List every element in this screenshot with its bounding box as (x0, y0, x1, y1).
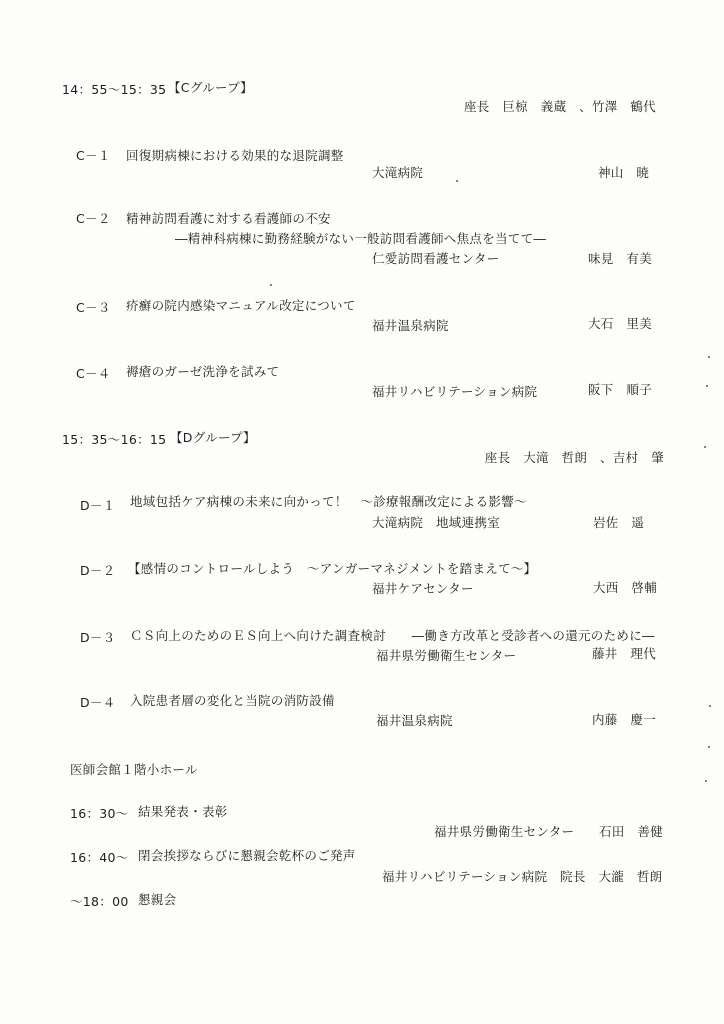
c2-subtitle: ―精神科病棟に勤務経験がない一般訪問看護師へ焦点を当てて― (175, 231, 547, 246)
d2-person: 大西 啓輔 (593, 580, 658, 595)
group-c-title: 【Cグループ】 (168, 80, 253, 95)
group-d-title: 【Dグループ】 (170, 430, 256, 445)
group-c-chair: 座長 巨椋 義蔵 、竹澤 鶴代 (463, 99, 656, 114)
c2-code: C－２ (76, 211, 111, 226)
party-time: ～18：00 (70, 894, 129, 909)
c4-title: 褥瘡のガーゼ洗浄を試みて (126, 364, 280, 379)
d4-person: 内藤 慶一 (592, 712, 657, 727)
closing-label: 閉会挨拶ならびに懇親会乾杯のご発声 (138, 848, 356, 863)
d4-code: D－４ (80, 695, 116, 710)
d3-title: ＣＳ向上のためのＥＳ向上へ向けた調査検討 ―働き方改革と受診者への還元のために― (130, 628, 655, 643)
d3-org: 福井県労働衛生センター (376, 648, 517, 663)
results-person: 石田 善健 (599, 824, 664, 839)
group-d-chair: 座長 大滝 哲朗 、吉村 肇 (484, 450, 664, 465)
d2-org: 福井ケアセンター (372, 581, 474, 596)
c3-person: 大石 里美 (588, 316, 653, 331)
d4-title: 入院患者層の変化と当院の消防設備 (130, 693, 335, 708)
c3-title: 疥癬の院内感染マニュアル改定について (126, 298, 356, 313)
c1-org: 大滝病院 (372, 165, 424, 180)
group-d-time: 15：35～16：15 (62, 432, 167, 447)
c1-code: C－１ (76, 148, 111, 163)
venue: 医師会館１階小ホール (70, 762, 198, 777)
c2-org: 仁愛訪問看護センター (372, 251, 500, 266)
c3-code: C－３ (76, 300, 111, 315)
d3-code: D－３ (80, 630, 116, 645)
c1-person: 神山 暁 (598, 165, 650, 180)
results-time: 16：30～ (70, 806, 129, 821)
d3-person: 藤井 理代 (592, 646, 657, 661)
c2-person: 味見 有美 (588, 251, 653, 266)
d1-title: 地域包括ケア病棟の未来に向かって！ ～診療報酬改定による影響～ (130, 494, 527, 509)
closing-speaker: 福井リハビリテーション病院 院長 大瀧 哲朗 (382, 869, 663, 884)
d1-code: D－１ (80, 498, 116, 513)
d1-person: 岩佐 遥 (593, 515, 645, 530)
d4-org: 福井温泉病院 (376, 713, 453, 728)
c3-org: 福井温泉病院 (372, 318, 449, 333)
c4-code: C－４ (76, 366, 111, 381)
d1-org: 大滝病院 地域連携室 (372, 515, 501, 530)
c1-title: 回復期病棟における効果的な退院調整 (126, 148, 344, 163)
party-label: 懇親会 (138, 892, 177, 907)
group-c-time: 14：55～15：35 (62, 82, 167, 97)
results-label: 結果発表・表彰 (138, 804, 228, 819)
d2-title: 【感情のコントロールしよう ～アンガーマネジメントを踏まえて～】 (128, 561, 537, 576)
c2-title: 精神訪問看護に対する看護師の不安 (126, 211, 331, 226)
closing-time: 16：40～ (70, 850, 129, 865)
c4-person: 阪下 順子 (588, 382, 653, 397)
results-org: 福井県労働衛生センター (434, 824, 575, 839)
c4-org: 福井リハビリテーション病院 (372, 384, 538, 399)
d2-code: D－２ (80, 563, 116, 578)
